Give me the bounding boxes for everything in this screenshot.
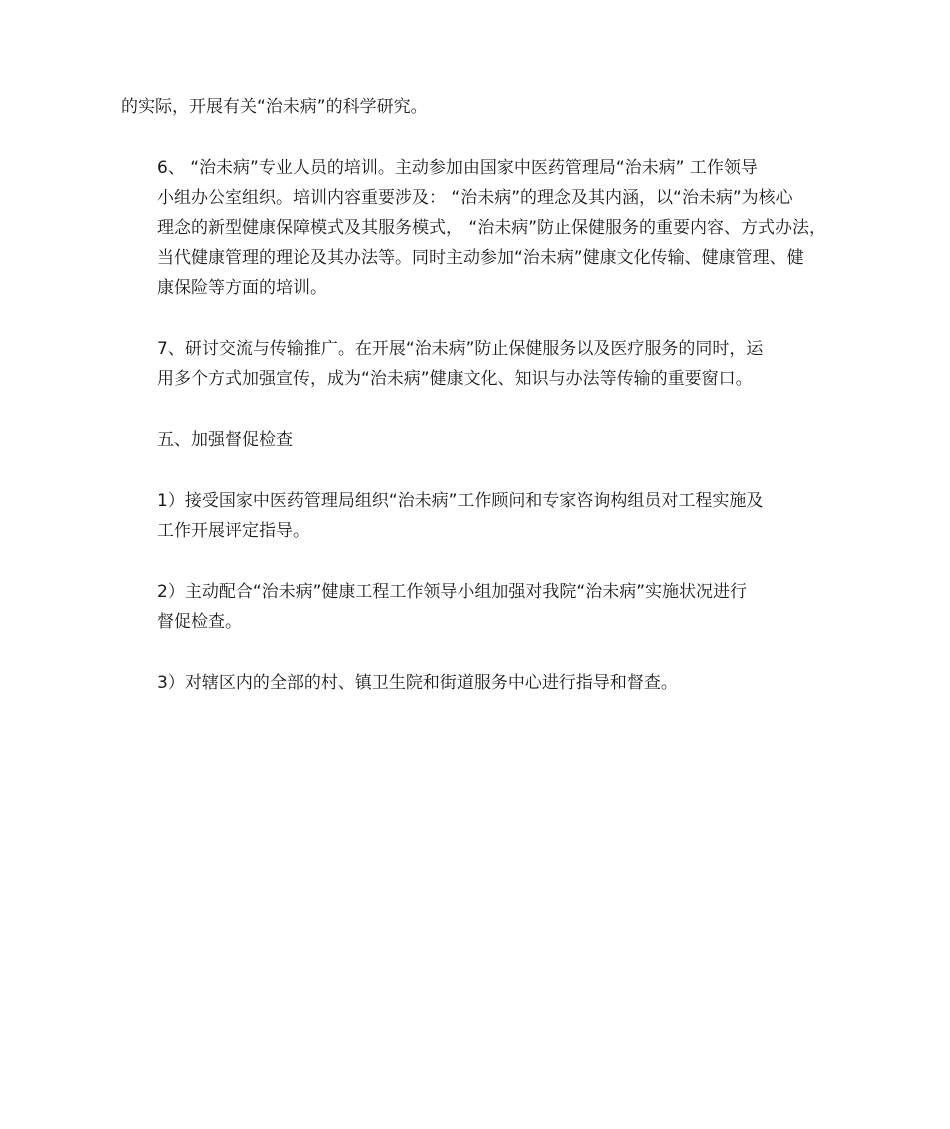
text-line: 理念的新型健康保障模式及其服务模式， “治未病”防止保健服务的重要内容、方式办法， — [157, 218, 827, 238]
paragraph-subitem-2 — [121, 577, 833, 637]
text-line: 五、加强督促检查 — [157, 430, 293, 450]
paragraph-subitem-3 — [121, 668, 833, 698]
paragraph-item-6-training — [121, 153, 833, 303]
paragraph-item-7-promotion — [121, 334, 833, 394]
document-page — [121, 92, 833, 729]
text-line: 小组办公室组织。培训内容重要涉及： “治未病”的理念及其内涵，以“治未病”为核心 — [157, 188, 793, 208]
text-line: 用多个方式加强宣传，成为“治未病”健康文化、知识与办法等传输的重要窗口。 — [157, 369, 753, 389]
text-line: 2）主动配合“治未病”健康工程工作领导小组加强对我院“治未病”实施状况进行 — [157, 582, 748, 602]
text-line: 7、研讨交流与传输推广。在开展“治未病”防止保健服务以及医疗服务的同时，运 — [157, 339, 764, 359]
text-line: 康保险等方面的培训。 — [157, 278, 327, 298]
text-line: 3）对辖区内的全部的村、镇卫生院和街道服务中心进行指导和督查。 — [157, 673, 678, 693]
text-line: 6、 “治未病”专业人员的培训。主动参加由国家中医药管理局“治未病” 工作领导 — [157, 158, 758, 178]
text-line: 工作开展评定指导。 — [157, 521, 310, 541]
text-line: 督促检查。 — [157, 612, 242, 632]
text-line: 当代健康管理的理论及其办法等。同时主动参加“治未病”健康文化传输、健康管理、健 — [157, 248, 804, 268]
text-line: 1）接受国家中医药管理局组织“治未病”工作顾问和专家咨询构组员对工程实施及 — [157, 491, 764, 511]
section-heading-5 — [121, 425, 833, 455]
paragraph-subitem-1 — [121, 486, 833, 546]
paragraph-continuation — [121, 92, 833, 122]
text-line: 的实际，开展有关“治未病”的科学研究。 — [121, 97, 428, 117]
